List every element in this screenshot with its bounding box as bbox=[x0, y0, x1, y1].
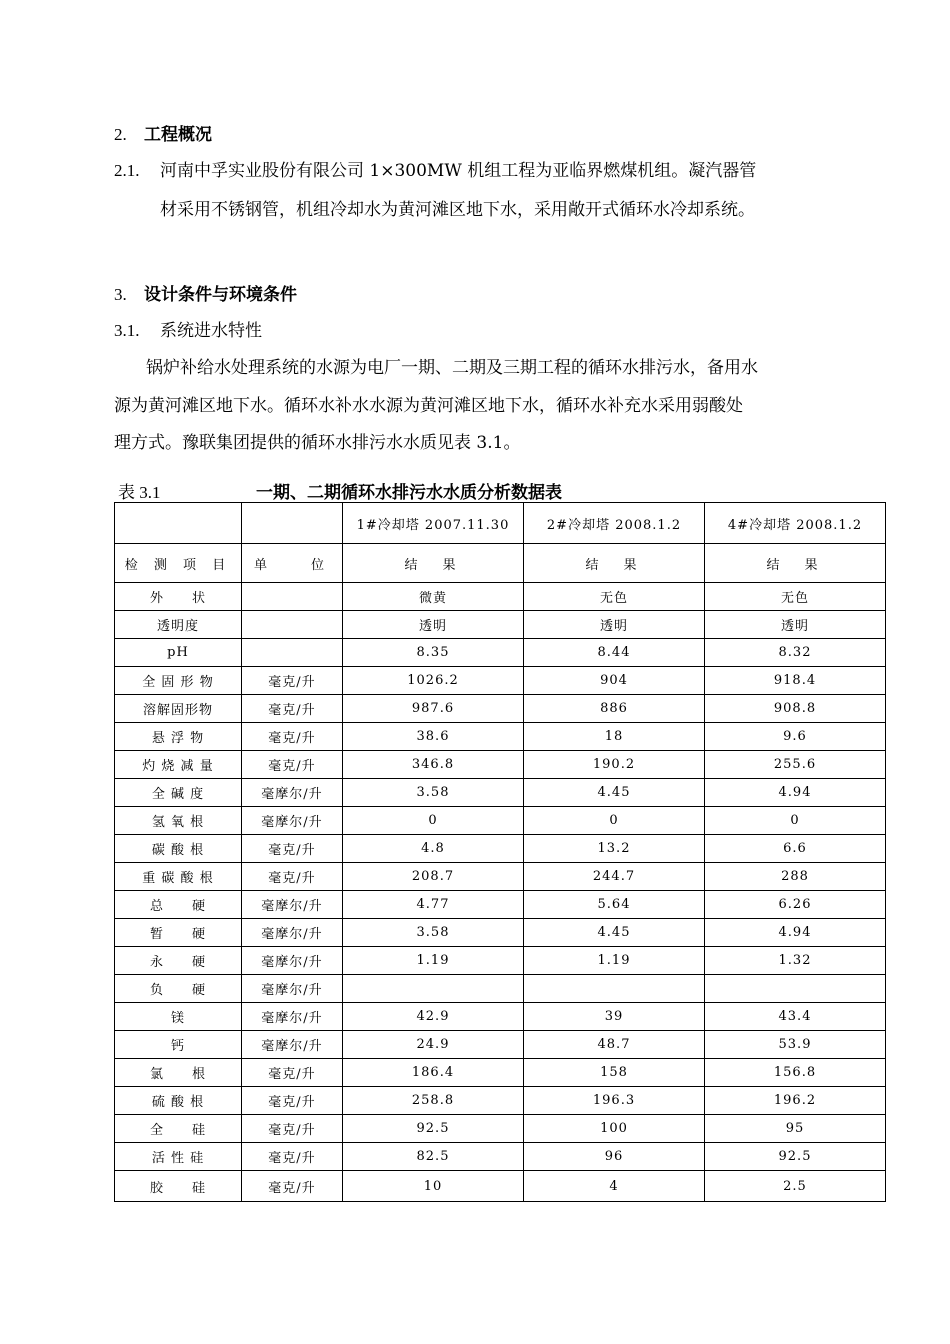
section-3-1-heading bbox=[114, 316, 262, 346]
table-row bbox=[115, 947, 886, 975]
header-cell: 检 测 项 目 bbox=[115, 544, 242, 583]
value-cell: 346.8 bbox=[343, 751, 524, 779]
column-header-row bbox=[115, 544, 886, 583]
value-cell: 255.6 bbox=[705, 751, 886, 779]
value-cell: 6.26 bbox=[705, 891, 886, 919]
header-cell: 结 果 bbox=[705, 544, 886, 583]
value-cell: 透明 bbox=[524, 611, 705, 639]
value-cell: 92.5 bbox=[343, 1115, 524, 1143]
section-3-heading bbox=[114, 280, 297, 305]
unit-cell: 毫克/升 bbox=[242, 751, 343, 779]
table-row bbox=[115, 751, 886, 779]
header-cell: 单 位 bbox=[242, 544, 343, 583]
value-cell: 4.77 bbox=[343, 891, 524, 919]
item-cell: 胶 硅 bbox=[115, 1171, 242, 1202]
value-cell: 1.32 bbox=[705, 947, 886, 975]
paragraph-line: 源为黄河滩区地下水。循环水补水水源为黄河滩区地下水，循环水补充水采用弱酸处 bbox=[114, 396, 743, 416]
value-cell: 3.58 bbox=[343, 919, 524, 947]
value-cell: 无色 bbox=[524, 583, 705, 611]
table-row bbox=[115, 723, 886, 751]
value-cell: 39 bbox=[524, 1003, 705, 1031]
value-cell: 100 bbox=[524, 1115, 705, 1143]
value-cell: 190.2 bbox=[524, 751, 705, 779]
table-row bbox=[115, 639, 886, 667]
value-cell bbox=[705, 975, 886, 1003]
value-cell: 244.7 bbox=[524, 863, 705, 891]
item-cell: 钙 bbox=[115, 1031, 242, 1059]
table-row bbox=[115, 1059, 886, 1087]
unit-cell: 毫克/升 bbox=[242, 1115, 343, 1143]
subsection-number: 2.1. bbox=[114, 161, 140, 180]
unit-cell: 毫克/升 bbox=[242, 1059, 343, 1087]
table-row bbox=[115, 835, 886, 863]
value-cell: 10 bbox=[343, 1171, 524, 1202]
item-cell: 重 碳 酸 根 bbox=[115, 863, 242, 891]
item-cell: 硫 酸 根 bbox=[115, 1087, 242, 1115]
header-cell bbox=[115, 503, 242, 544]
unit-cell: 毫克/升 bbox=[242, 835, 343, 863]
value-cell: 92.5 bbox=[705, 1143, 886, 1171]
item-cell: 全 硅 bbox=[115, 1115, 242, 1143]
value-cell bbox=[524, 975, 705, 1003]
item-cell: 悬 浮 物 bbox=[115, 723, 242, 751]
unit-cell: 毫克/升 bbox=[242, 1087, 343, 1115]
table-row bbox=[115, 611, 886, 639]
value-cell: 95 bbox=[705, 1115, 886, 1143]
item-cell: 永 硬 bbox=[115, 947, 242, 975]
value-cell: 1.19 bbox=[343, 947, 524, 975]
value-cell: 3.58 bbox=[343, 779, 524, 807]
unit-cell: 毫摩尔/升 bbox=[242, 1003, 343, 1031]
unit-cell: 毫克/升 bbox=[242, 1171, 343, 1202]
item-cell: 氢 氧 根 bbox=[115, 807, 242, 835]
item-cell: 外 状 bbox=[115, 583, 242, 611]
table-row bbox=[115, 1143, 886, 1171]
water-quality-table bbox=[114, 502, 886, 1202]
item-cell: 负 硬 bbox=[115, 975, 242, 1003]
sample-header-row bbox=[115, 503, 886, 544]
value-cell: 13.2 bbox=[524, 835, 705, 863]
value-cell: 0 bbox=[343, 807, 524, 835]
section-2-1-line1 bbox=[114, 156, 756, 186]
header-cell: 2#冷却塔 2008.1.2 bbox=[524, 503, 705, 544]
table-row bbox=[115, 1171, 886, 1202]
value-cell: 无色 bbox=[705, 583, 886, 611]
table-row bbox=[115, 583, 886, 611]
item-cell: 透明度 bbox=[115, 611, 242, 639]
value-cell: 908.8 bbox=[705, 695, 886, 723]
table-row bbox=[115, 779, 886, 807]
value-cell: 82.5 bbox=[343, 1143, 524, 1171]
subsection-title: 系统进水特性 bbox=[160, 321, 262, 341]
value-cell: 196.3 bbox=[524, 1087, 705, 1115]
value-cell: 6.6 bbox=[705, 835, 886, 863]
table-row bbox=[115, 695, 886, 723]
value-cell: 0 bbox=[705, 807, 886, 835]
value-cell: 4 bbox=[524, 1171, 705, 1202]
item-cell: 灼 烧 减 量 bbox=[115, 751, 242, 779]
unit-cell: 毫摩尔/升 bbox=[242, 779, 343, 807]
table-row bbox=[115, 1115, 886, 1143]
value-cell: 1026.2 bbox=[343, 667, 524, 695]
value-cell: 透明 bbox=[343, 611, 524, 639]
item-cell: 暂 硬 bbox=[115, 919, 242, 947]
paragraph-line: 理方式。豫联集团提供的循环水排污水水质见表 3.1。 bbox=[114, 433, 521, 453]
value-cell: 288 bbox=[705, 863, 886, 891]
value-cell: 8.35 bbox=[343, 639, 524, 667]
value-cell: 4.45 bbox=[524, 779, 705, 807]
value-cell: 208.7 bbox=[343, 863, 524, 891]
unit-cell: 毫摩尔/升 bbox=[242, 891, 343, 919]
item-cell: 总 硬 bbox=[115, 891, 242, 919]
section-title: 设计条件与环境条件 bbox=[144, 285, 297, 305]
unit-cell: 毫摩尔/升 bbox=[242, 975, 343, 1003]
value-cell: 156.8 bbox=[705, 1059, 886, 1087]
unit-cell bbox=[242, 611, 343, 639]
unit-cell: 毫摩尔/升 bbox=[242, 919, 343, 947]
unit-cell: 毫克/升 bbox=[242, 667, 343, 695]
value-cell: 2.5 bbox=[705, 1171, 886, 1202]
item-cell: pH bbox=[115, 639, 242, 667]
item-cell: 活 性 硅 bbox=[115, 1143, 242, 1171]
value-cell: 158 bbox=[524, 1059, 705, 1087]
value-cell: 24.9 bbox=[343, 1031, 524, 1059]
header-cell: 1#冷却塔 2007.11.30 bbox=[343, 503, 524, 544]
value-cell: 904 bbox=[524, 667, 705, 695]
table-row bbox=[115, 1003, 886, 1031]
paragraph-text: 河南中孚实业股份有限公司 1×300MW 机组工程为亚临界燃煤机组。凝汽器管 bbox=[160, 161, 757, 181]
table-caption bbox=[118, 478, 562, 503]
value-cell: 186.4 bbox=[343, 1059, 524, 1087]
unit-cell: 毫摩尔/升 bbox=[242, 947, 343, 975]
value-cell: 42.9 bbox=[343, 1003, 524, 1031]
unit-cell: 毫克/升 bbox=[242, 723, 343, 751]
unit-cell bbox=[242, 639, 343, 667]
item-cell: 溶解固形物 bbox=[115, 695, 242, 723]
value-cell: 196.2 bbox=[705, 1087, 886, 1115]
section-2-1-line2: 材采用不锈钢管，机组冷却水为黄河滩区地下水，采用敞开式循环水冷却系统。 bbox=[160, 200, 755, 220]
unit-cell: 毫摩尔/升 bbox=[242, 807, 343, 835]
unit-cell: 毫克/升 bbox=[242, 695, 343, 723]
table-row bbox=[115, 1087, 886, 1115]
value-cell: 8.44 bbox=[524, 639, 705, 667]
table-row bbox=[115, 975, 886, 1003]
value-cell bbox=[343, 975, 524, 1003]
value-cell: 0 bbox=[524, 807, 705, 835]
unit-cell: 毫摩尔/升 bbox=[242, 1031, 343, 1059]
header-cell: 结 果 bbox=[343, 544, 524, 583]
item-cell: 碳 酸 根 bbox=[115, 835, 242, 863]
item-cell: 全 固 形 物 bbox=[115, 667, 242, 695]
value-cell: 4.94 bbox=[705, 779, 886, 807]
unit-cell bbox=[242, 583, 343, 611]
value-cell: 透明 bbox=[705, 611, 886, 639]
subsection-number: 3.1. bbox=[114, 321, 140, 340]
table-title: 一期、二期循环水排污水水质分析数据表 bbox=[256, 483, 562, 503]
value-cell: 4.45 bbox=[524, 919, 705, 947]
header-cell bbox=[242, 503, 343, 544]
value-cell: 918.4 bbox=[705, 667, 886, 695]
table-row bbox=[115, 891, 886, 919]
unit-cell: 毫克/升 bbox=[242, 1143, 343, 1171]
value-cell: 258.8 bbox=[343, 1087, 524, 1115]
value-cell: 43.4 bbox=[705, 1003, 886, 1031]
value-cell: 4.94 bbox=[705, 919, 886, 947]
section-title: 工程概况 bbox=[144, 125, 212, 145]
section-2-heading bbox=[114, 120, 212, 145]
table-number: 表 3.1 bbox=[118, 483, 161, 502]
value-cell: 微黄 bbox=[343, 583, 524, 611]
section-number: 2. bbox=[114, 125, 127, 144]
value-cell: 48.7 bbox=[524, 1031, 705, 1059]
table-row bbox=[115, 667, 886, 695]
paragraph-line: 锅炉补给水处理系统的水源为电厂一期、二期及三期工程的循环水排污水，备用水 bbox=[146, 358, 758, 378]
table-row bbox=[115, 807, 886, 835]
value-cell: 4.8 bbox=[343, 835, 524, 863]
value-cell: 987.6 bbox=[343, 695, 524, 723]
table-row bbox=[115, 1031, 886, 1059]
table-row bbox=[115, 863, 886, 891]
value-cell: 9.6 bbox=[705, 723, 886, 751]
value-cell: 96 bbox=[524, 1143, 705, 1171]
header-cell: 结 果 bbox=[524, 544, 705, 583]
value-cell: 8.32 bbox=[705, 639, 886, 667]
value-cell: 5.64 bbox=[524, 891, 705, 919]
unit-cell: 毫克/升 bbox=[242, 863, 343, 891]
item-cell: 氯 根 bbox=[115, 1059, 242, 1087]
value-cell: 1.19 bbox=[524, 947, 705, 975]
value-cell: 53.9 bbox=[705, 1031, 886, 1059]
value-cell: 18 bbox=[524, 723, 705, 751]
item-cell: 镁 bbox=[115, 1003, 242, 1031]
section-number: 3. bbox=[114, 285, 127, 304]
value-cell: 886 bbox=[524, 695, 705, 723]
item-cell: 全 碱 度 bbox=[115, 779, 242, 807]
value-cell: 38.6 bbox=[343, 723, 524, 751]
table-row bbox=[115, 919, 886, 947]
header-cell: 4#冷却塔 2008.1.2 bbox=[705, 503, 886, 544]
